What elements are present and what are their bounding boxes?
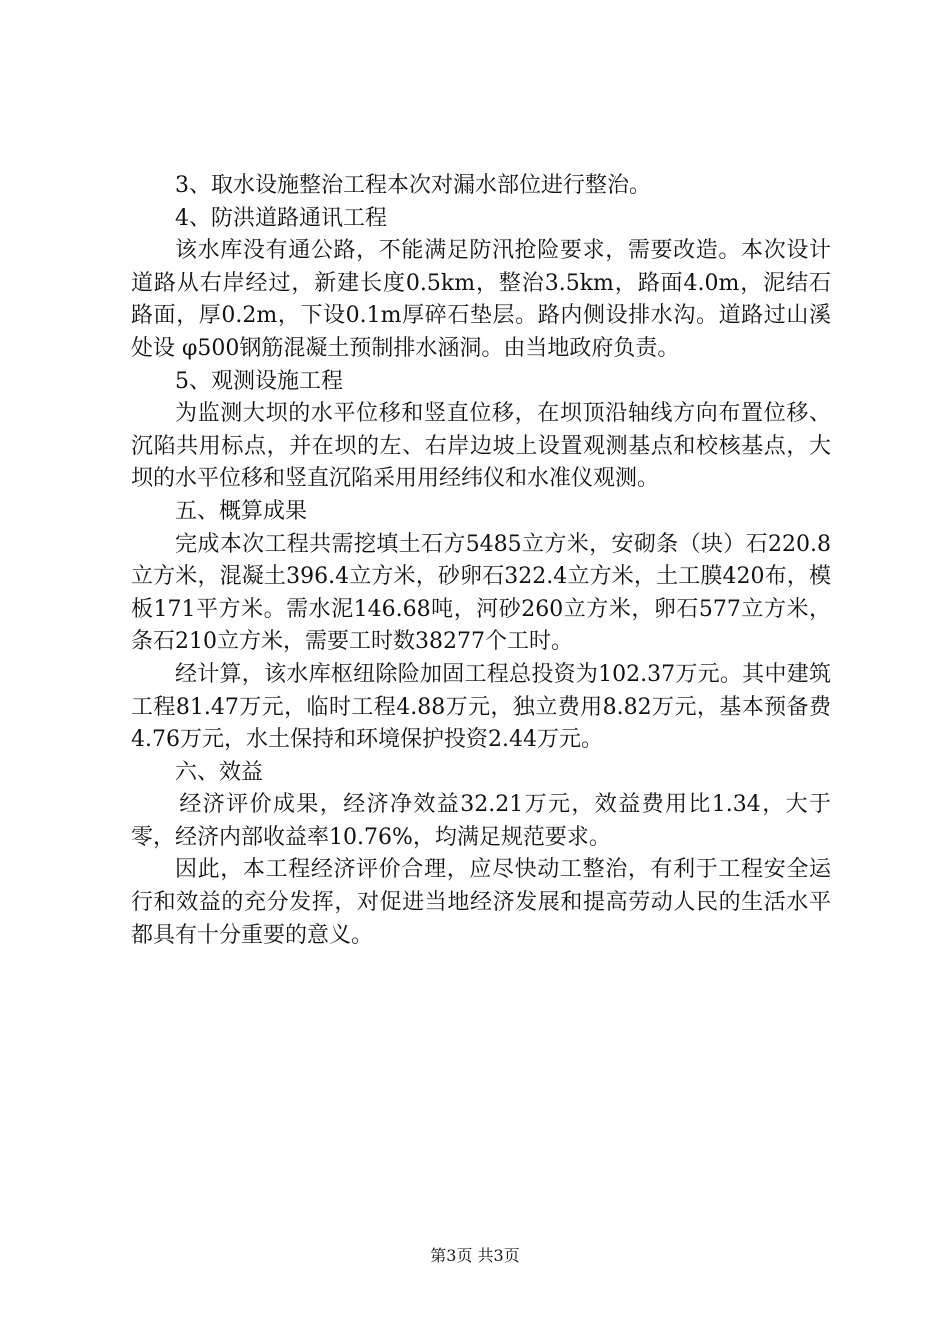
section-item-water-intake: 3、取水设施整治工程本次对漏水部位进行整治。 <box>175 173 651 198</box>
section-heading-budget: 五、概算成果 <box>175 498 308 524</box>
paragraph-quantities: 完成本次工程共需挖填土石方5485立方米，安砌条（块）石220.8立方米，混凝土396.4立方米，砂卵石322.4立方米，土工膜420布，模板171平方米。需水泥146.68吨，河砂260立方米，卵石577立方米，条石210立方米，需要工时数38277个工时。 <box>131 531 831 655</box>
document-body <box>131 170 831 952</box>
paragraph-road-design: 该水库没有通公路，不能满足防汛抢险要求，需要改造。本次设计道路从右岸经过，新建长度0.5km，整治3.5km，路面4.0m，泥结石路面，厚0.2m，下设0.1m厚碎石垫层。路内侧设排水沟。道路过山溪处设 φ500钢筋混凝土预制排水涵洞。由当地政府负责。 <box>131 238 831 361</box>
paragraph-economic-evaluation: 经济评价成果，经济净效益32.21万元，效益费用比1.34，大于零，经济内部收益率10.76%，均满足规范要求。 <box>131 792 831 850</box>
page-footer: 第3页 共3页 <box>430 1246 520 1265</box>
section-heading-monitoring: 5、观测设施工程 <box>175 368 343 394</box>
section-heading-benefits: 六、效益 <box>175 759 264 785</box>
section-heading-flood-road: 4、防洪道路通讯工程 <box>175 205 387 231</box>
paragraph-conclusion: 因此，本工程经济评价合理，应尽快动工整治，有利于工程安全运行和效益的充分发挥，对促进当地经济发展和提高劳动人民的生活水平都具有十分重要的意义。 <box>131 857 831 948</box>
paragraph-monitoring: 为监测大坝的水平位移和竖直位移，在坝顶沿轴线方向布置位移、沉陷共用标点，并在坝的左、右岸边坡上设置观测基点和校核基点，大坝的水平位移和竖直沉陷采用用经纬仪和水准仪观测。 <box>131 401 831 492</box>
paragraph-investment: 经计算，该水库枢纽除险加固工程总投资为102.37万元。其中建筑工程81.47万元，临时工程4.88万元，独立费用8.82万元，基本预备费4.76万元，水土保持和环境保护投资2.44万元。 <box>131 661 831 753</box>
